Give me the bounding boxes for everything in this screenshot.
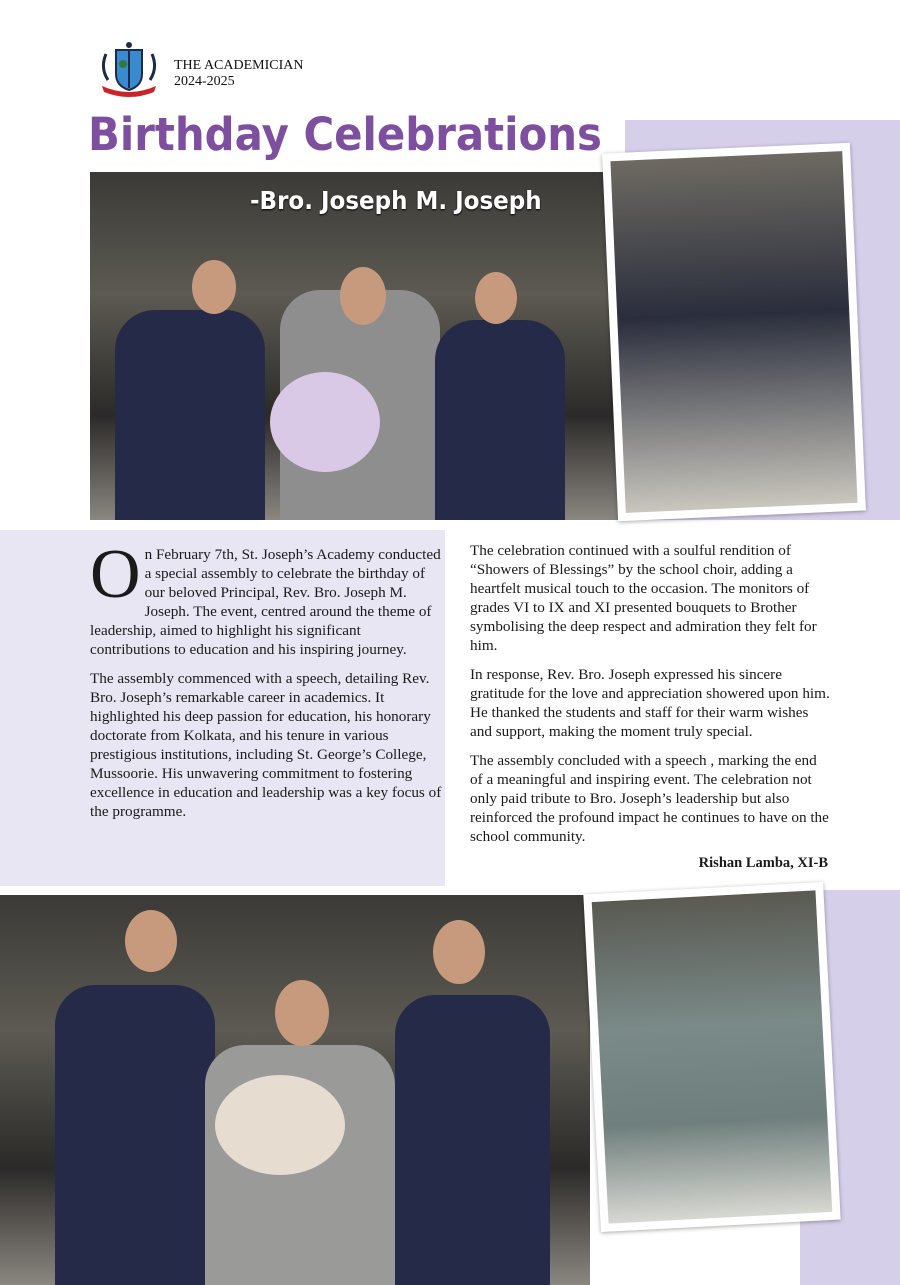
magazine-header [174, 58, 304, 90]
bouquet [270, 372, 380, 472]
student-figure [115, 310, 265, 520]
page-title: Birthday Celebrations [88, 108, 602, 161]
principal-head [275, 980, 329, 1046]
bouquet [215, 1075, 345, 1175]
student-figure [395, 995, 550, 1285]
photo-content [592, 890, 833, 1223]
drop-cap: O [90, 536, 141, 613]
photo-student-speech [602, 143, 866, 521]
paragraph: In response, Rev. Bro. Joseph expressed his sincere gratitude for the love and appreciation showered upon him. He thanked the students and staff for their warm wishes and support, making the moment truly special. [470, 666, 830, 740]
photo-content [610, 151, 857, 513]
student-head [192, 260, 236, 314]
paragraph: The assembly commenced with a speech, detailing Rev. Bro. Joseph’s remarkable career in academics. It highlighted his deep passion for education, his honorary doctorate from Kolkata, and his tenure in various prestigious institutions, including St. George’s College, Mussoorie. His unwavering commitment to fostering excellence in education and leadership was a key focus of the programme. [90, 670, 442, 820]
student-figure [435, 320, 565, 520]
subtitle: -Bro. Joseph M. Joseph [250, 186, 542, 215]
school-crest-logo [98, 40, 160, 98]
photo-principal-with-students [90, 172, 625, 520]
student-head [475, 272, 517, 324]
paragraph: The celebration continued with a soulful rendition of “Showers of Blessings” by the school choir, adding a heartfelt musical touch to the occasion. The monitors of grades VI to IX and XI presented bouquets to Brother symbolising the deep respect and admiration they felt for him. [470, 542, 817, 654]
photo-principal-speaking [583, 882, 840, 1232]
paragraph: n February 7th, St. Joseph’s Academy conducted a special assembly to celebrate the birthday of our beloved Principal, Rev. Bro. Joseph M. Joseph. The event, centred around the theme of leadership, aimed to highlight his significant contributions to education and his inspiring journey. [90, 546, 441, 658]
magazine-name: THE ACADEMICIAN [174, 58, 304, 73]
principal-head [340, 267, 386, 325]
author-byline: Rishan Lamba, XI-B [698, 855, 828, 871]
magazine-year: 2024-2025 [174, 74, 235, 89]
student-head [433, 920, 485, 984]
article-left-column [90, 536, 444, 831]
student-figure [55, 985, 215, 1285]
photo-principal-with-monitors [0, 895, 590, 1285]
student-head [125, 910, 177, 972]
paragraph: The assembly concluded with a speech , marking the end of a meaningful and inspiring event. The celebration not only paid tribute to Bro. Joseph’s leadership but also reinforced the profound impact he continues to have on the school community. [470, 752, 829, 845]
article-right-column [470, 541, 832, 856]
